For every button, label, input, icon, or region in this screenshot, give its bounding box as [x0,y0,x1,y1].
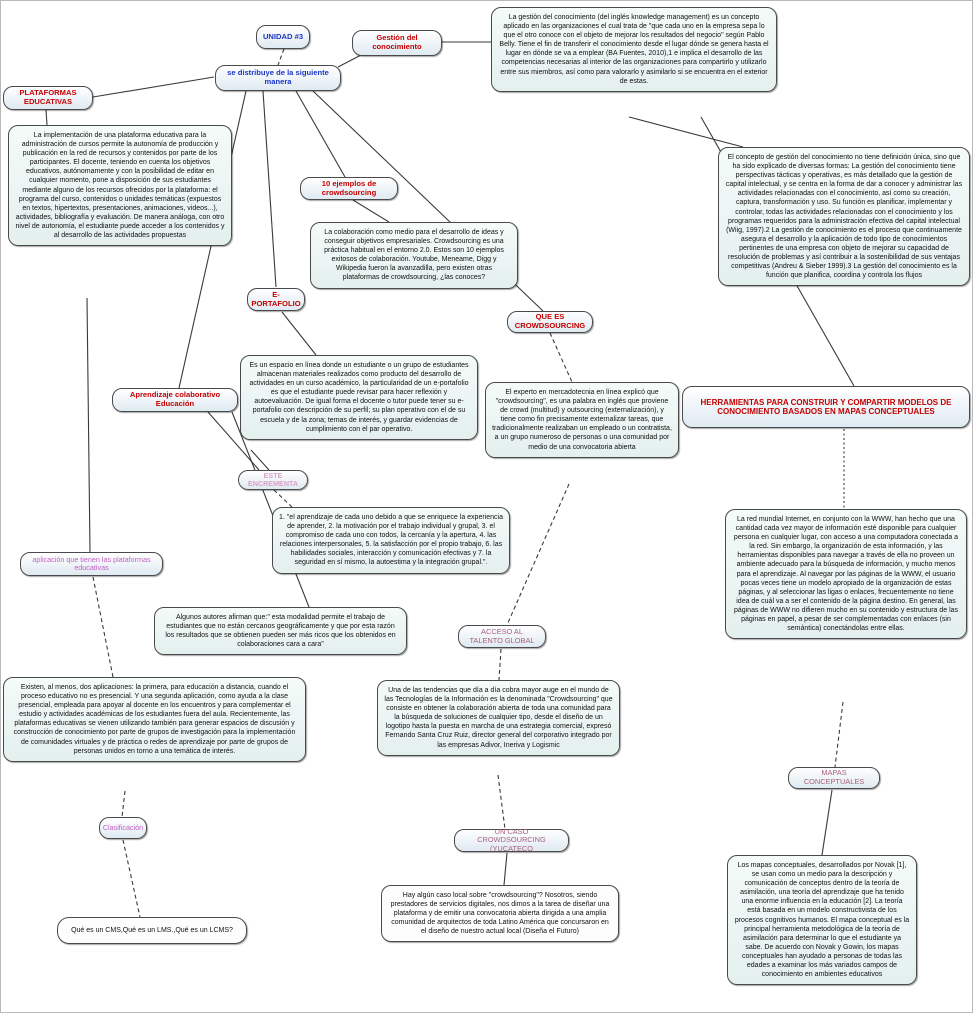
concept-unidad-3[interactable]: UNIDAD #3 [256,25,310,49]
definition-dos-aplicaciones[interactable]: Existen, al menos, dos aplicaciones: la primera, para educación a distancia, cuando el proceso educativo no es presencial. Y una segunda aplicación, como ayuda a la clase presencial, empleada para apoyar al docente en los encuentros y para complementar el estudio y actividades académicas de los estudiantes fuera del aula. Recientemente, las plataformas educativas se vienen utilizando también para generar espacios de discusión y construcción de conocimiento por parte de grupos de investigación para la implementación de comunidades virtuales y de práctica o redes de aprendizaje por parte de grupos de personas unidos en torno a una temática de interés. [3,677,306,762]
definition-concepto-gestion-conocimiento[interactable]: El concepto de gestión del conocimiento no tiene definición única, sino que ha sido explicado de diversas formas: La gestión del conocimiento tiene perspectivas tácticas y operativas, es más detallado que la gestión de capital intelectual, y se centra en la forma de dar a conocer y administrar las actividades relacionadas con el conocimiento, así como su creación, captura, transformación y uso. Su función es planificar, implementar y controlar, todas las actividades relacionadas con el conocimiento y los programas requeridos para la administración efectiva del capital intelectual (Wiig, 1997).2 La gestión de conocimiento es el proceso que continuamente asegura el desarrollo y la aplicación de todo tipo de conocimientos pertinentes de una empresa con objeto de mejorar su capacidad de resolución de problemas y así contribuir a la sostenibilidad de sus ventajas competitivas (Andreu & Sieber 1999).3 La gestión del conocimiento es la función que planifica, coordina y controla los flujos [718,147,970,286]
link-este-encrementa[interactable]: ESTE ENCREMENTA [238,470,308,490]
concept-aprendizaje-colaborativo[interactable]: Aprendizaje colaborativo Educación [112,388,238,412]
link-clasificacion[interactable]: Clasificación [99,817,147,839]
definition-red-mundial-internet[interactable]: La red mundial Internet, en conjunto con la WWW, han hecho que una cantidad cada vez mayor de información esté disponible para cualquier persona en cualquier lugar, con acceso a una computadora conectada a la red. Sin embargo, la organización de esta información, y las herramientas disponibles para navegar a través de ella no proveen un ambiente adecuado para la búsqueda de información, y mucho menos para el aprendizaje. Al navegar por las páginas de la WWW, el usuario pocas veces tiene un modelo apropiado de la organización de estas páginas, y al seleccionar las ligas o enlaces, frecuentemente no tiene idea de cuál va a ser el contenido de la página destino. En general, las páginas de WWW no difieren mucho en su contenido y estructura de las páginas en papel, a pesar de ser complementadas con enlaces (sin semántica) conectándolas entre ellas. [725,509,967,639]
definition-gestion-del-conocimiento[interactable]: La gestión del conocimiento (del inglés knowledge management) es un concepto aplicado en las organizaciones el cual trata de "que cada uno en la empresa sepa lo que el otro conoce con el objeto de mejorar los resultados del negocio" según Pablo Belly. Tiene el fin de transferir el conocimiento desde el lugar dónde se genera hasta el lugar en dónde se va a emplear (BA Fuentes, 2010),1 e implica el desarrollo de las competencias necesarias al interior de las organizaciones para compartirlo y utilizarlo entre sus miembros, así como para valorarlo y asimilarlo si se encuentra en el exterior de estas. [491,7,777,92]
question-cms-lms-lcms[interactable]: Qué es un CMS,Qué es un LMS.,Qué es un LCMS? [57,917,247,944]
definition-colaboracion-crowdsourcing[interactable]: La colaboración como medio para el desarrollo de ideas y conseguir objetivos empresariales. Crowdsourcing es una práctica habitual en el entorno 2.0. Estos son 10 ejemplos exitosos de colaboración. Youtube, Meneame, Digg y Wikipedia fueron la avanzadilla, pero existen otras plataformas de crowdsourcing, ¿las conoces? [310,222,518,289]
link-mapas-conceptuales[interactable]: MAPAS CONCEPTUALES [788,767,880,789]
definition-tendencias-crowdsourcing[interactable]: Una de las tendencias que día a día cobra mayor auge en el mundo de las Tecnologías de la Información es la denominada "Crowdsourcing" que consiste en obtener la colaboración abierta de toda una comunidad para la búsqueda de soluciones de cualquier tipo, desde el diseño de un logotipo hasta la puesta en marcha de una estrategia comercial, expresó Fernando Santa Cruz Ruiz, director general del corporativo integrado por las empresas Adivor, Ineriva y Logismic [377,680,620,756]
definition-algunos-autores[interactable]: Algunos autores afirman que:" esta modalidad permite el trabajo de estudiantes que no están cercanos geográficamente y que por esta razón los resultados que se obtienen pueden ser más ricos que los obtenidos en colaboraciones cara a cara" [154,607,407,655]
concept-plataformas-educativas[interactable]: PLATAFORMAS EDUCATIVAS [3,86,93,110]
concept-e-portafolio[interactable]: E-PORTAFOLIO [247,288,305,311]
definition-experto-crowdsourcing[interactable]: El experto en mercadotecnia en línea explicó que "crowdsourcing", es una palabra en inglés que proviene de crowd (multitud) y outsourcing (externalización), y tiene como fin precisamente externalizar tareas, que tradicionalmente realizaban un empleado o un contratista, a un grupo numeroso de personas o una comunidad por medio de una convocatoria abierta [485,382,679,458]
definition-caso-local-crowdsourcing[interactable]: Hay algún caso local sobre "crowdsourcing"? Nosotros, siendo prestadores de servicios digitales, nos dimos a la tarea de diseñar una plataforma y de emitir una convocatoria abierta dirigida a una amplia comunidad de arquitectos de toda Latino América que concursaron en el diseño de nuestro actual local (Diseña el Futuro) [381,885,619,942]
concept-10-ejemplos-crowdsourcing[interactable]: 10 ejemplos de crowdsourcing [300,177,398,200]
link-acceso-talento-global[interactable]: ACCESO AL TALENTO GLOBAL [458,625,546,648]
concept-que-es-crowdsourcing[interactable]: QUE ES CROWDSOURCING [507,311,593,333]
definition-e-portafolio[interactable]: Es un espacio en línea donde un estudiante o un grupo de estudiantes almacenan materiales realizados como producto del desarrollo de actividades en un curso académico, la particularidad de un e-portafolio es que el estudiante puede revisar para hacer reflexión y autoevaluación. De igual forma el docente o tutor puede tener su e- portafolio con descripción de su perfil; su plan operativo con el de su escuela y de la zona; temas de interés, y guardar evidencias de cumplimiento con el par operativo. [240,355,478,440]
definition-beneficios-aprendizaje[interactable]: 1. "el aprendizaje de cada uno debido a que se enriquece la experiencia de aprender, 2. la motivación por el trabajo individual y grupal, 3. el compromiso de cada uno con todos, la cercanía y la apertura, 4. las relaciones interpersonales, 5. la satisfacción por el propio trabajo, 6. las habilidades sociales, interacción y comunicación efectivas y 7. la seguridad en sí mismo, la autoestima y la integración grupal.". [272,507,510,574]
link-se-distribuye[interactable]: se distribuye de la siguiente manera [215,65,341,91]
link-aplicacion-plataformas[interactable]: aplicación que tienen las plataformas educativas [20,552,163,576]
concept-herramientas-mapas-conceptuales[interactable]: HERRAMIENTAS PARA CONSTRUIR Y COMPARTIR MODELOS DE CONOCIMIENTO BASADOS EN MAPAS CONCEPTUALES [682,386,970,428]
link-un-caso-crowdsourcing-yucateco[interactable]: UN CASO CROWDSOURCING (YUCATECO [454,829,569,852]
definition-plataformas-educativas[interactable]: La implementación de una plataforma educativa para la administración de cursos permite la autonomía de producción y publicación en la red de recursos y contenidos por parte de los participantes. El docente, teniendo en cuenta los objetivos educativos, autónomamente y con la posibilidad de editar en cualquier momento, pone a disposición de sus estudiantes mediante alguno de los recursos ofrecidos por la plataforma: el programa del curso, contenidos o unidades temáticas (expuestos en textos, hipertextos, presentaciones, animaciones, videos...), actividades, bibliografía y evaluación. De manera análoga, con otro nivel de autonomía, el estudiante puede acceder a los contenidos y al desarrollo de las actividades propuestas [8,125,232,246]
concept-gestion-del-conocimiento[interactable]: Gestión del conocimiento [352,30,442,56]
definition-mapas-conceptuales-novak[interactable]: Los mapas conceptuales, desarrollados por Novak [1], se usan como un medio para la descripción y comunicación de conceptos dentro de la teoría de asimilación, una teoría del aprendizaje que ha tenido una enorme influencia en la educación [2]. La teoría está basada en un modelo constructivista de los procesos cognitivos humanos. El mapa conceptual es la principal herramienta metodológica de la teoría de asimilación para determinar lo que el estudiante ya sabe. De acuerdo con Novak y Gowin, los mapas conceptuales han ayudado a personas de todas las edades a examinar los más variados campos de conocimiento en ambientes educativos [727,855,917,985]
